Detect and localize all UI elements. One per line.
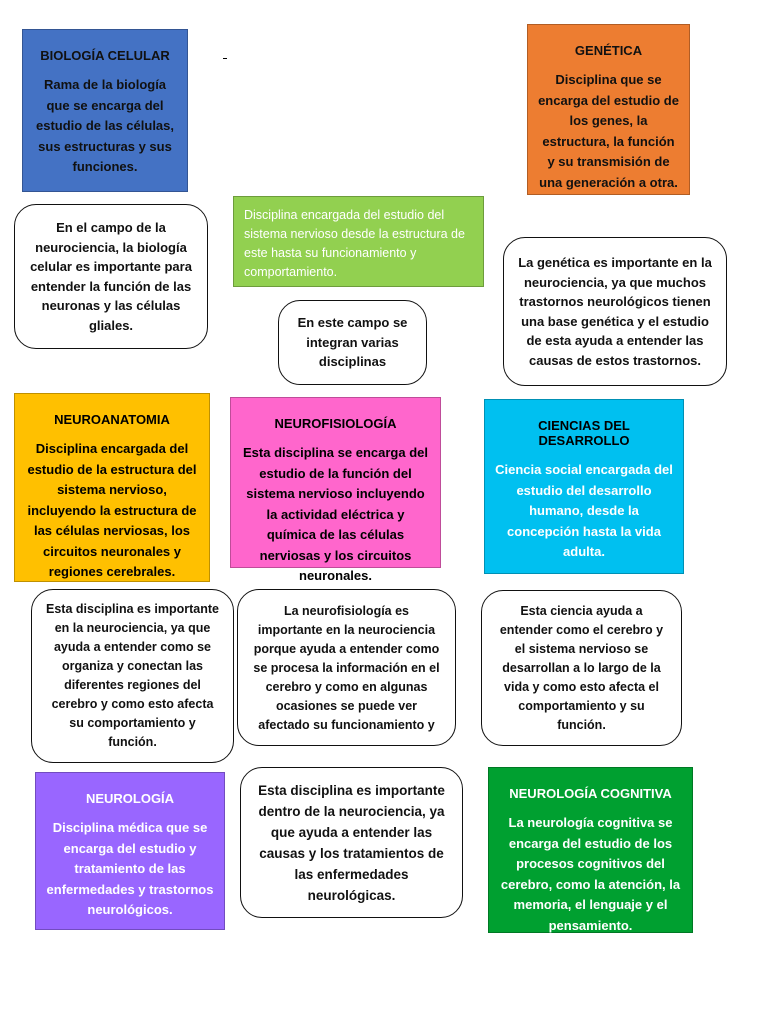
genetica-desc: Disciplina que se encarga del estudio de los genes, la estructura, la función y su transmisión de una generación a otra. <box>538 72 679 190</box>
neurofisiologia-desc: Esta disciplina se encarga del estudio de la función del sistema nervioso incluyendo la actividad eléctrica y química de las células nerviosas y los circuitos neuronales. <box>243 445 428 583</box>
genetica-title: GENÉTICA <box>574 43 643 58</box>
neurociencia-desc: Disciplina encargada del estudio del sistema nervioso desde la estructura de este hasta su funcionamiento y comportamiento. <box>244 208 465 279</box>
neurociencia-box <box>233 196 484 287</box>
neurologia-box <box>35 772 225 930</box>
neurofisiologia-box <box>230 397 441 583</box>
neuroanatomia-note: Esta disciplina es importante en la neurociencia, ya que ayuda a entender como se organiza y conectan las diferentes regiones del cerebro y como esto afecta su comportamiento y función. <box>31 589 234 763</box>
ciencias-desarrollo-desc: Ciencia social encargada del estudio del desarrollo humano, desde la concepción hasta la vida adulta. <box>495 462 673 559</box>
biologia-celular-box <box>22 29 188 192</box>
genetica-note: La genética es importante en la neurociencia, ya que muchos trastornos neurológicos tienen una base genética y el estudio de esta ayuda a entender las causas de estos trastornos. <box>503 237 727 386</box>
neuroanatomia-box <box>14 393 210 582</box>
stray-dash-mark <box>223 58 227 59</box>
integran-disciplinas-note: En este campo se integran varias disciplinas <box>278 300 427 385</box>
biologia-celular-note: En el campo de la neurociencia, la biología celular es importante para entender la función de las neuronas y las células gliales. <box>14 204 208 349</box>
genetica-box <box>527 24 690 195</box>
neurofisiologia-title: NEUROFISIOLOGÍA <box>274 416 397 431</box>
neurologia-cognitiva-title: NEUROLOGÍA COGNITIVA <box>509 786 672 801</box>
neuroanatomia-desc: Disciplina encargada del estudio de la estructura del sistema nervioso, incluyendo la estructura de las células nerviosas, los circuitos neuronales y regiones cerebrales. <box>27 441 197 579</box>
neurologia-title: NEUROLOGÍA <box>85 791 175 806</box>
neurologia-note: Esta disciplina es importante dentro de la neurociencia, ya que ayuda a entender las causas y los tratamientos de las enfermedades neurológicas. <box>240 767 463 918</box>
neurofisiologia-note: La neurofisiología es importante en la neurociencia porque ayuda a entender como se procesa la información en el cerebro y como en algunas ocasiones se puede ver afectado su funcionamiento y <box>237 589 456 746</box>
ciencias-desarrollo-box <box>484 399 684 574</box>
neurologia-cognitiva-desc: La neurología cognitiva se encarga del estudio de los procesos cognitivos del cerebro, como la atención, la memoria, el lenguaje y el pensamiento. <box>500 815 681 933</box>
ciencias-desarrollo-note: Esta ciencia ayuda a entender como el cerebro y el sistema nervioso se desarrollan a lo largo de la vida y como esto afecta el comportamiento y su función. <box>481 590 682 746</box>
biologia-celular-title: BIOLOGÍA CELULAR <box>40 48 170 63</box>
biologia-celular-desc: Rama de la biología que se encarga del estudio de las células, sus estructuras y sus funciones. <box>36 77 174 174</box>
neurologia-desc: Disciplina médica que se encarga del estudio y tratamiento de las enfermedades y trastornos neurológicos. <box>46 820 214 917</box>
neurologia-cognitiva-box <box>488 767 693 933</box>
neuroanatomia-title: NEUROANATOMIA <box>54 412 170 427</box>
ciencias-desarrollo-title: CIENCIAS DEL DESARROLLO <box>538 418 630 448</box>
